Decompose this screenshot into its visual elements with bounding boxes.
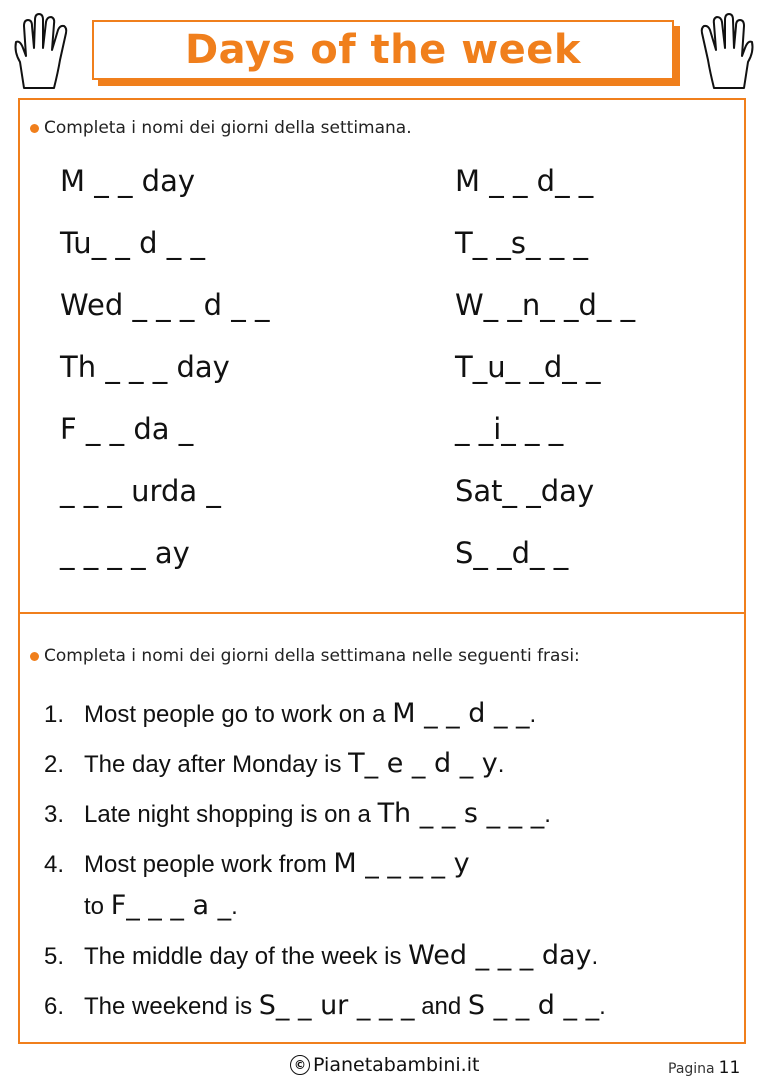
exercise-word: _ _ _ _ ay bbox=[60, 536, 190, 570]
page-number: Pagina 11 bbox=[668, 1058, 741, 1078]
exercise-word: Tu_ _ d _ _ bbox=[60, 226, 205, 260]
exercise-word: Th _ _ _ day bbox=[60, 350, 230, 384]
sentence-1: 1. Most people go to work on a M _ _ d _ _. bbox=[44, 698, 537, 729]
exercise-word: M _ _ day bbox=[60, 164, 196, 198]
exercise-word: W_ _n_ _d_ _ bbox=[455, 288, 636, 322]
exercise-word: Wed _ _ _ d _ _ bbox=[60, 288, 270, 322]
hand-left-icon bbox=[10, 12, 76, 92]
title-banner bbox=[92, 20, 674, 80]
exercise-word: Sat_ _day bbox=[455, 474, 595, 508]
section-divider bbox=[18, 612, 746, 614]
footer-brand: © Pianetabambini.it bbox=[290, 1054, 479, 1076]
exercise-word: T_u_ _d_ _ bbox=[455, 350, 601, 384]
sentence-4-continuation: to F_ _ _ a _. bbox=[84, 890, 238, 921]
sentence-6: 6. The weekend is S_ _ ur _ _ _ and S _ _ d _ _. bbox=[44, 990, 606, 1021]
exercise-word: _ _i_ _ _ bbox=[455, 412, 564, 446]
bullet-icon bbox=[30, 652, 39, 661]
page-title: Days of the week bbox=[184, 27, 582, 73]
exercise-word: S_ _d_ _ bbox=[455, 536, 569, 570]
section2-instruction: Completa i nomi dei giorni della settimana nelle seguenti frasi: bbox=[30, 646, 580, 666]
exercise-word: M _ _ d_ _ bbox=[455, 164, 594, 198]
sentence-4: 4. Most people work from M _ _ _ _ y bbox=[44, 848, 470, 879]
hand-right-icon bbox=[692, 12, 758, 92]
sentence-3: 3. Late night shopping is on a Th _ _ s _ _ _. bbox=[44, 798, 551, 829]
sentence-2: 2. The day after Monday is T_ e _ d _ y. bbox=[44, 748, 505, 779]
bullet-icon bbox=[30, 124, 39, 133]
exercise-word: _ _ _ urda _ bbox=[60, 474, 221, 508]
section1-instruction: Completa i nomi dei giorni della settimana. bbox=[30, 118, 412, 138]
sentence-5: 5. The middle day of the week is Wed _ _ _ day. bbox=[44, 940, 599, 971]
exercise-word: T_ _s_ _ _ bbox=[455, 226, 588, 260]
exercise-word: F _ _ da _ bbox=[60, 412, 194, 446]
copyright-icon: © bbox=[290, 1055, 310, 1075]
